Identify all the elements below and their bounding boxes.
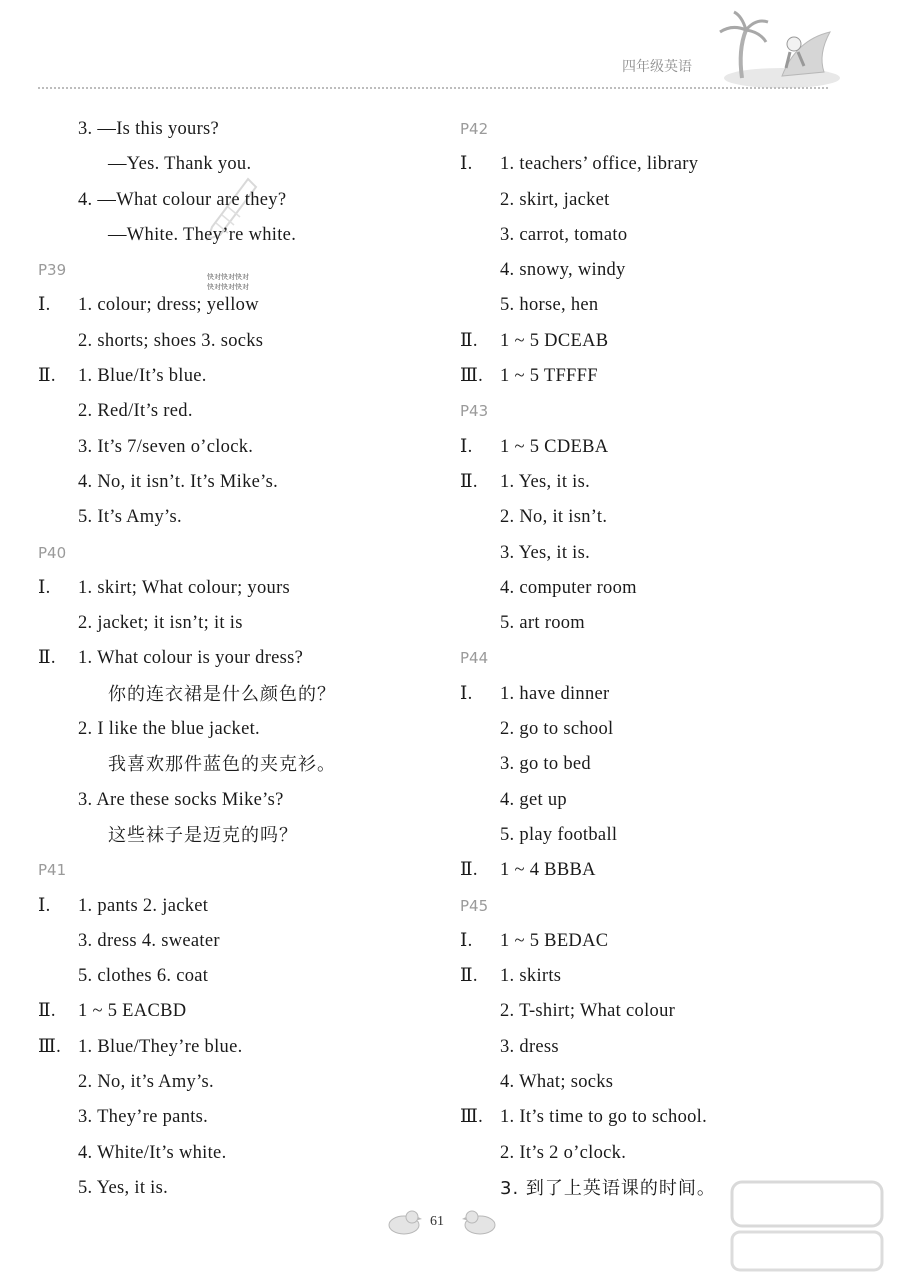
- section-numeral: Ⅰ.: [38, 895, 51, 916]
- section-numeral: Ⅰ.: [38, 577, 51, 598]
- right-answer-line: [460, 677, 860, 712]
- answer-text: 5. Yes, it is.: [78, 1177, 169, 1198]
- answer-text: 4. get up: [500, 789, 567, 810]
- right-answer-line: [460, 147, 860, 182]
- right-answer-line: [460, 253, 860, 288]
- right-answer-line: [460, 430, 860, 465]
- answer-text: 1 ~ 5 EACBD: [78, 1001, 187, 1022]
- left-page-label: [38, 853, 438, 888]
- left-answer-line: [38, 924, 438, 959]
- answer-text: 1. have dinner: [500, 683, 610, 704]
- section-numeral: Ⅰ.: [38, 295, 51, 316]
- left-answer-column: [38, 112, 438, 1206]
- right-answer-line: [460, 536, 860, 571]
- right-answer-line: [460, 571, 860, 606]
- right-page-label: [460, 112, 860, 147]
- section-numeral: Ⅱ.: [460, 860, 478, 881]
- section-numeral: Ⅲ.: [460, 1107, 484, 1128]
- answer-text: 2. No, it isn’t.: [500, 507, 608, 528]
- answer-text: 3. Are these socks Mike’s?: [78, 789, 284, 810]
- right-answer-line: [460, 783, 860, 818]
- left-answer-line: [38, 606, 438, 641]
- answer-text: 5. It’s Amy’s.: [78, 507, 182, 528]
- left-answer-line: [38, 324, 438, 359]
- right-answer-line: [460, 959, 860, 994]
- answer-text: 1. teachers’ office, library: [500, 154, 699, 175]
- answer-text: 1 ~ 5 CDEBA: [500, 436, 609, 457]
- answer-text: 3. Yes, it is.: [500, 542, 591, 563]
- right-answer-line: [460, 465, 860, 500]
- header-label: 四年级英语: [622, 59, 692, 75]
- left-answer-line: [38, 747, 438, 782]
- answer-text: 4. White/It’s white.: [78, 1142, 227, 1163]
- left-answer-line: [38, 288, 438, 323]
- left-answer-line: [38, 500, 438, 535]
- section-numeral: Ⅱ.: [38, 648, 56, 669]
- answer-text: 1. pants 2. jacket: [78, 895, 209, 916]
- answer-text: 2. T-shirt; What colour: [500, 1001, 676, 1022]
- right-answer-line: [460, 183, 860, 218]
- right-answer-line: [460, 1030, 860, 1065]
- left-answer-line: [38, 959, 438, 994]
- answer-text: 1. What colour is your dress?: [78, 648, 304, 669]
- watermark-stamp: 快对快对快对 快对快对快对: [207, 273, 249, 291]
- left-answer-line: [38, 1065, 438, 1100]
- section-numeral: Ⅰ.: [460, 683, 473, 704]
- header-divider: [38, 87, 828, 89]
- left-answer-line: [38, 889, 438, 924]
- right-answer-line: [460, 924, 860, 959]
- answer-text: 1. skirts: [500, 966, 562, 987]
- answer-text: 1 ~ 5 DCEAB: [500, 330, 609, 351]
- section-numeral: Ⅱ.: [460, 471, 478, 492]
- left-answer-line: [38, 641, 438, 676]
- left-answer-line: [38, 394, 438, 429]
- answer-text: 3. dress: [500, 1036, 559, 1057]
- answer-text: 2. go to school: [500, 719, 614, 740]
- answer-text: 1. colour; dress; yellow: [78, 295, 259, 316]
- right-answer-column: [460, 112, 860, 1206]
- answer-text: 1. skirt; What colour; yours: [78, 577, 291, 598]
- page-reference: P45: [460, 896, 489, 915]
- right-answer-line: [460, 288, 860, 323]
- answer-text: 4. What; socks: [500, 1072, 614, 1093]
- page-reference: P39: [38, 261, 67, 280]
- right-answer-line: [460, 500, 860, 535]
- section-numeral: Ⅰ.: [460, 930, 473, 951]
- right-answer-line: [460, 712, 860, 747]
- bird-right-icon: [462, 1208, 498, 1236]
- answer-text: 4. No, it isn’t. It’s Mike’s.: [78, 471, 279, 492]
- answer-text: 1. Blue/They’re blue.: [78, 1036, 243, 1057]
- left-answer-line: [38, 147, 438, 182]
- section-numeral: Ⅱ.: [38, 366, 56, 387]
- answer-text: 1. It’s time to go to school.: [500, 1107, 708, 1128]
- section-numeral: Ⅲ.: [460, 366, 484, 387]
- section-numeral: Ⅱ.: [460, 330, 478, 351]
- answer-text: 3. go to bed: [500, 754, 591, 775]
- answer-text: 我喜欢那件蓝色的夹克衫。: [108, 754, 336, 776]
- answer-text: 4. —What colour are they?: [78, 189, 287, 210]
- left-answer-line: [38, 465, 438, 500]
- right-answer-line: [460, 324, 860, 359]
- right-answer-line: [460, 853, 860, 888]
- left-answer-line: [38, 712, 438, 747]
- bird-left-icon: [386, 1208, 422, 1236]
- left-answer-line: [38, 218, 438, 253]
- answer-text: 3. They’re pants.: [78, 1107, 209, 1128]
- answer-text: 3. It’s 7/seven o’clock.: [78, 436, 254, 457]
- answer-text: 4. computer room: [500, 577, 637, 598]
- right-answer-line: [460, 1100, 860, 1135]
- page-reference: P40: [38, 543, 67, 562]
- left-answer-line: [38, 677, 438, 712]
- answer-text: 2. I like the blue jacket.: [78, 719, 260, 740]
- answer-text: 2. skirt, jacket: [500, 189, 610, 210]
- page-reference: P43: [460, 402, 489, 421]
- right-answer-line: [460, 994, 860, 1029]
- left-page-label: [38, 536, 438, 571]
- answer-text: 2. Red/It’s red.: [78, 401, 193, 422]
- right-answer-line: [460, 818, 860, 853]
- page-reference: P41: [38, 861, 67, 880]
- answer-text: 1 ~ 5 BEDAC: [500, 930, 609, 951]
- answer-text: 2. shorts; shoes 3. socks: [78, 330, 264, 351]
- left-answer-line: [38, 818, 438, 853]
- left-answer-line: [38, 1136, 438, 1171]
- right-answer-line: [460, 1136, 860, 1171]
- beach-illustration-icon: [712, 10, 842, 90]
- section-numeral: Ⅰ.: [460, 154, 473, 175]
- answer-text: 3. carrot, tomato: [500, 224, 628, 245]
- left-answer-line: [38, 430, 438, 465]
- left-answer-line: [38, 1171, 438, 1206]
- answer-text: —White. They’re white.: [108, 224, 297, 245]
- answer-text: 2. It’s 2 o’clock.: [500, 1142, 627, 1163]
- right-answer-line: [460, 218, 860, 253]
- answer-text: 1 ~ 5 TFFFF: [500, 366, 598, 387]
- right-page-label: [460, 394, 860, 429]
- answer-text: 5. art room: [500, 613, 585, 634]
- left-answer-line: [38, 994, 438, 1029]
- answer-text: 3. 到了上英语课的时间。: [500, 1177, 716, 1199]
- answer-text: 5. clothes 6. coat: [78, 966, 209, 987]
- right-answer-line: [460, 359, 860, 394]
- right-page-label: [460, 889, 860, 924]
- section-numeral: Ⅱ.: [38, 1001, 56, 1022]
- answer-text: 1 ~ 4 BBBA: [500, 860, 596, 881]
- left-answer-line: [38, 571, 438, 606]
- answer-text: 1. Yes, it is.: [500, 471, 591, 492]
- page-reference: P42: [460, 120, 489, 138]
- answer-text: 这些袜子是迈克的吗？: [108, 824, 298, 846]
- left-page-label: [38, 253, 438, 288]
- left-answer-line: [38, 359, 438, 394]
- left-answer-line: [38, 783, 438, 818]
- answer-text: 你的连衣裙是什么颜色的？: [108, 683, 336, 705]
- section-numeral: Ⅱ.: [460, 966, 478, 987]
- answer-text: 2. No, it’s Amy’s.: [78, 1072, 214, 1093]
- left-answer-line: [38, 1030, 438, 1065]
- right-answer-line: [460, 747, 860, 782]
- right-page-label: [460, 641, 860, 676]
- section-numeral: Ⅲ.: [38, 1036, 62, 1057]
- answer-text: —Yes. Thank you.: [108, 154, 252, 175]
- answer-text: 4. snowy, windy: [500, 260, 626, 281]
- answer-text: 5. horse, hen: [500, 295, 599, 316]
- answer-text: 3. —Is this yours?: [78, 119, 220, 139]
- answer-text: 5. play football: [500, 824, 618, 845]
- left-answer-line: [38, 112, 438, 147]
- page-number: 61: [430, 1214, 444, 1229]
- section-numeral: Ⅰ.: [460, 436, 473, 457]
- page-reference: P44: [460, 649, 489, 668]
- right-answer-line: [460, 1065, 860, 1100]
- answer-text: 2. jacket; it isn’t; it is: [78, 613, 243, 634]
- left-answer-line: [38, 183, 438, 218]
- right-answer-line: [460, 606, 860, 641]
- corner-logo-icon: [722, 1176, 892, 1276]
- answer-text: 1. Blue/It’s blue.: [78, 366, 207, 387]
- answer-text: 3. dress 4. sweater: [78, 930, 220, 951]
- left-answer-line: [38, 1100, 438, 1135]
